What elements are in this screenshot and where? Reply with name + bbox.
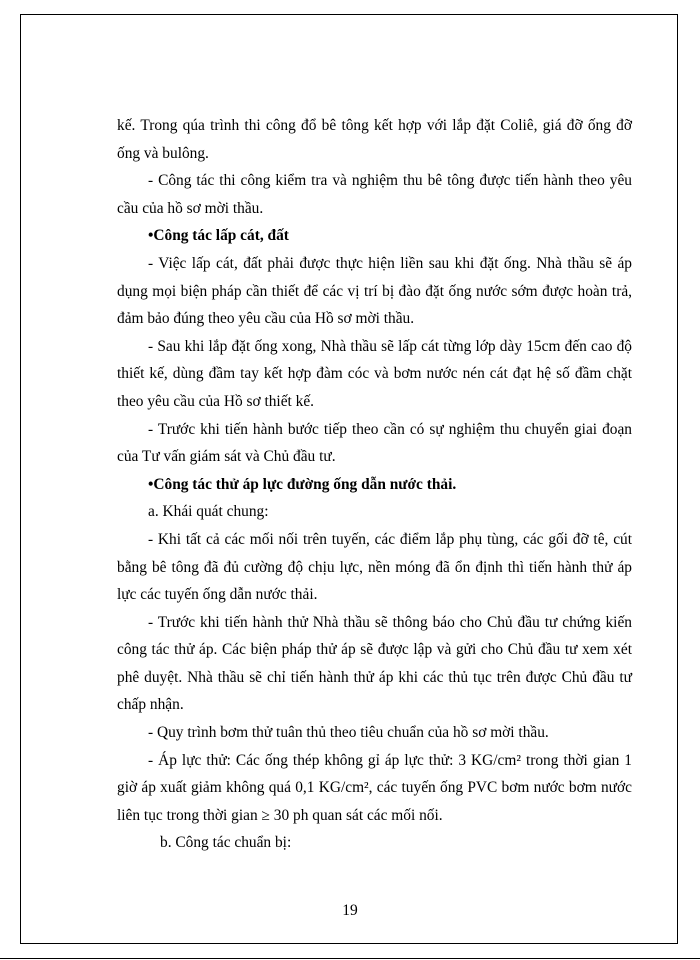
paragraph: - Trước khi tiến hành thử Nhà thầu sẽ thông báo cho Chủ đầu tư chứng kiến công tác thử áp. Các biện pháp thử áp sẽ được lập và gửi cho Chủ đầu tư xem xét phê duyệt. Nhà thầu sẽ chỉ tiến hành thử áp khi các thủ tục trên được Chủ đầu tư chấp nhận. bbox=[117, 613, 632, 714]
paragraph: - Công tác thi công kiểm tra và nghiệm thu bê tông được tiến hành theo yêu cầu của hồ sơ mời thầu. bbox=[117, 172, 632, 217]
paragraph: - Sau khi lắp đặt ống xong, Nhà thầu sẽ lấp cát từng lớp dày 15cm đến cao độ thiết kế, dùng đầm tay kết hợp đàm cóc và bơm nước nén cát đạt hệ số đầm chặt theo yêu cầu của Hồ sơ thiết kế. bbox=[117, 337, 632, 410]
subsection-label: a. Khái quát chung: bbox=[148, 503, 269, 521]
paragraph: kế. Trong qúa trình thi công đổ bê tông kết hợp với lắp đặt Coliê, giá đỡ ống đỡ ống và bulông. bbox=[117, 117, 632, 162]
subsection-label: b. Công tác chuẩn bị: bbox=[160, 834, 292, 852]
paragraph: - Khi tất cả các mối nối trên tuyến, các điểm lắp phụ tùng, các gối đỡ tê, cút bằng bê tông đã đủ cường độ chịu lực, nền móng đã ổn định thì tiến hành thử áp lực các tuyến ống dẫn nước thải. bbox=[117, 530, 632, 604]
document-body bbox=[117, 112, 632, 857]
paragraph: - Trước khi tiến hành bước tiếp theo cần có sự nghiệm thu chuyển giai đoạn của Tư vấn giám sát và Chủ đầu tư. bbox=[117, 420, 632, 466]
paragraph: - Quy trình bơm thử tuân thủ theo tiêu chuẩn của hồ sơ mời thầu. bbox=[148, 724, 549, 742]
section-heading: •Công tác lấp cát, đất bbox=[148, 227, 289, 245]
paragraph: - Việc lấp cát, đất phải được thực hiện liền sau khi đặt ống. Nhà thầu sẽ áp dụng mọi biện pháp cần thiết để các vị trí bị đào đặt ống nước sớm được hoàn trả, đảm bảo đúng theo yêu cầu của Hồ sơ mời thầu. bbox=[117, 254, 632, 328]
section-heading: •Công tác thử áp lực đường ống dẫn nước thải. bbox=[148, 475, 457, 493]
paragraph: - Áp lực thử: Các ống thép không gỉ áp lực thử: 3 KG/cm² trong thời gian 1 giờ áp xuất giảm không quá 0,1 KG/cm², các tuyến ống PVC bơm nước bơm nước liên tục trong thời gian ≥ 30 ph quan sát các mối nối. bbox=[117, 751, 632, 824]
bottom-rule bbox=[0, 958, 700, 959]
page-number: 19 bbox=[342, 902, 358, 919]
